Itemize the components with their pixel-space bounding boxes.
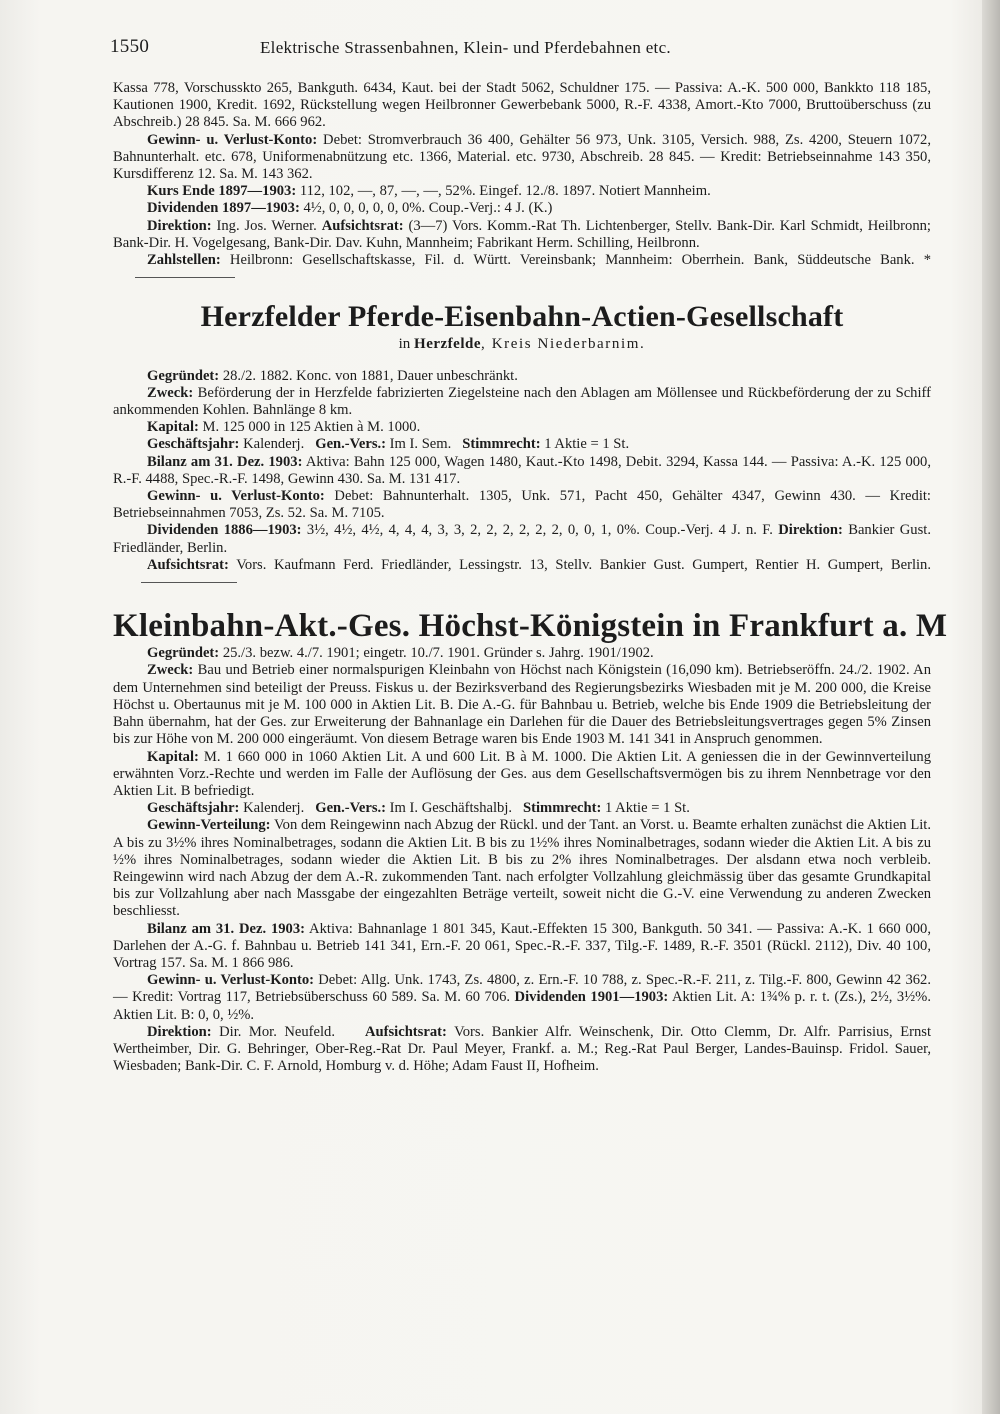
- page-header: [110, 36, 930, 64]
- fiscal-year-entry: Geschäftsjahr: Kalenderj. Gen.-Vers.: Im I. Geschäftshalbj. Stimmrecht: 1 Aktie = 1 St.: [147, 800, 690, 817]
- purpose-entry: Zweck: Bau und Betrieb einer normalspurigen Kleinbahn von Höchst nach Königstein (16,090 km). Betriebseröffn. 24./2. 1902. An dem Unternehmen sind beteiligt der Preuss. Fiskus u. der Bezirksverband des Regierungsbezirks Wiesbaden mit je M. 200 000, die Kreise Höchst u. Obertaunus mit je M. 100 000 in Aktien Lit. B. Die A.-G. für Bahnbau u. Betrieb, welche bis Ende 1909 die Betriebsleitung der Bahn übernahm, hat der Ges. zur Erweiterung der Bahnanlage ein Darlehen für die Dauer des Betriebsleitungsvertrages gegen 5% Zinsen bis zur Höhe von M. 200 000 eingeräumt. Von diesem Betrage waren bis Ende 1903 M. 141 341 in Anspruch genommen.: [113, 662, 932, 748]
- company-heading: Herzfelder Pferde-Eisenbahn-Actien-Gesellschaft: [200, 300, 844, 334]
- founded-entry: Gegründet: 25./3. bezw. 4./7. 1901; eingetr. 10./7. 1901. Gründer s. Jahrg. 1901/1902.: [147, 645, 654, 662]
- balance-continuation: Kassa 778, Vorschusskto 265, Bankguth. 6434, Kaut. bei der Stadt 5062, Schuldner 175. — Passiva: A.-K. 500 000, Bankkto 118 185, Kautionen 1900, Kredit. 1692, Rückstellung wegen Heilbronner Gewerbebank 5000, R.-F. 4338, Amort.-Kto 7000, Bruttoüberschuss (zu Abschreib.) 28 845. Sa. M. 666 962.: [113, 80, 931, 131]
- profit-loss-entry: Gewinn- u. Verlust-Konto: Debet: Stromverbrauch 36 400, Gehälter 56 973, Unk. 3105, Versich. 988, Zs. 4200, Steuern 1072, Bahnunterhalt. etc. 678, Uniformenabnützung etc. 1366, Material. etc. 9730, Abschreib. 28 845. — Kredit: Betriebseinnahme 143 350, Kursdifferenz 12. Sa. M. 143 362.: [113, 131, 931, 183]
- balance-entry: Bilanz am 31. Dez. 1903: Aktiva: Bahnanlage 1 801 345, Kaut.-Effekten 15 300, Bankguth. 50 341. — Passiva: A.-K. 1 660 000, Darlehen der A.-G. f. Bahnbau u. Betrieb 141 341, Ern.-F. 20 061, Spec.-R.-F. 337, Tilg.-F. 1489, R.-F. 3501 (Rückl. 2112), Div. 40 100, Vortrag 157. Sa. M. 1 866 986.: [113, 920, 932, 971]
- capital-entry: Kapital: M. 1 660 000 in 1060 Aktien Lit. A und 600 Lit. B à M. 1000. Die Aktien Lit. A geniessen die in der Gewinnverteilung erwähnten Vorz.-Rechte und werden im Falle der Auflösung der Ges. aus dem Gesellschaftsvermögen bis zu ihrem Nennbetrage vor den Aktien Lit. B befriedigt.: [113, 748, 931, 799]
- company-heading: Kleinbahn-Akt.-Ges. Höchst-Königstein in Frankfurt a. M: [113, 608, 948, 645]
- dividend-entry: Dividenden 1897—1903: 4½, 0, 0, 0, 0, 0, 0%. Coup.-Verj.: 4 J. (K.): [147, 200, 553, 217]
- profit-loss-entry: Gewinn- u. Verlust-Konto: Debet: Allg. Unk. 1743, Zs. 4800, z. Ern.-F. 10 788, z. Spec.-R.-F. 211, z. Tilg.-F. 800, Gewinn 42 362. — Kredit: Vortrag 117, Betriebsüberschuss 60 589. Sa. M. 60 706. Dividenden 1901—1903: Aktien Lit. A: 1¾% p. r. t. (Zs.), 2½, 3½%. Aktien Lit. B: 0, 0, ½%.: [113, 972, 931, 1023]
- paying-agents-entry: Zahlstellen: Heilbronn: Gesellschaftskasse, Fil. d. Württ. Vereinsbank; Mannheim: Oberrhein. Bank, Süddeutsche Bank. *: [113, 252, 931, 286]
- section-divider: [135, 277, 235, 278]
- section-divider: [141, 582, 237, 583]
- capital-entry: Kapital: M. 125 000 in 125 Aktien à M. 1000.: [147, 419, 421, 436]
- purpose-entry: Zweck: Beförderung der in Herzfelde fabrizierten Ziegelsteine nach den Ablagen am Möllensee und Rückbeförderung der zu Schiff ankommenden Kohlen. Bahnlänge 8 km.: [113, 384, 931, 419]
- price-entry: Kurs Ende 1897—1903: 112, 102, —, 87, —, —, 52%. Eingef. 12./8. 1897. Notiert Mannheim.: [147, 183, 711, 200]
- profit-loss-entry: Gewinn- u. Verlust-Konto: Debet: Bahnunterhalt. 1305, Unk. 571, Pacht 450, Gehälter 4347, Gewinn 430. — Kredit: Betriebseinnahmen 7053, Zs. 52. Sa. M. 7105.: [113, 488, 931, 522]
- founded-entry: Gegründet: 28./2. 1882. Konc. von 1881, Dauer unbeschränkt.: [147, 367, 518, 384]
- board-entry: Direktion: Ing. Jos. Werner. Aufsichtsrat: (3—7) Vors. Komm.-Rat Th. Lichtenberger, Stellv. Bank-Dir. Karl Schmidt, Heilbronn; Bank-Dir. H. Vogelgesang, Bank-Dir. Dav. Kuhn, Mannheim; Fabrikant Herm. Schilling, Heilbronn.: [113, 217, 931, 251]
- page-edge: [982, 0, 1000, 1414]
- supervisory-board-entry: Aufsichtsrat: Vors. Kaufmann Ferd. Friedländer, Lessingstr. 13, Stellv. Bankier Gust. Gumpert, Rentier H. Gumpert, Berlin.: [113, 557, 931, 591]
- fiscal-year-entry: Geschäftsjahr: Kalenderj. Gen.-Vers.: Im I. Sem. Stimmrecht: 1 Aktie = 1 St.: [147, 436, 630, 453]
- dividend-entry: Dividenden 1886—1903: 3½, 4½, 4½, 4, 4, 4, 3, 3, 2, 2, 2, 2, 2, 2, 0, 0, 1, 0%. Coup.-Verj. 4 J. n. F. Direktion: Bankier Gust. Friedländer, Berlin.: [113, 522, 931, 556]
- board-entry: Direktion: Dir. Mor. Neufeld. Aufsichtsrat: Vors. Bankier Alfr. Weinschenk, Dir. Otto Clemm, Dr. Alfr. Parrisius, Ernst Wertheimber, Dir. G. Behringer, Ober-Reg.-Rat Dr. Paul Meyer, Frankf. a. M.; Reg.-Rat Paul Berger, Landes-Bauinsp. Fridol. Sauer, Wiesbaden; Bank-Dir. C. F. Arnold, Homburg v. d. Höhe; Adam Faust II, Hofheim.: [113, 1023, 931, 1075]
- page-body: [113, 80, 948, 1075]
- running-title: Elektrische Strassenbahnen, Klein- und Pferdebahnen etc.: [260, 38, 671, 57]
- balance-entry: Bilanz am 31. Dez. 1903: Aktiva: Bahn 125 000, Wagen 1480, Kaut.-Kto 1498, Debit. 3294, Kassa 144. — Passiva: A.-K. 125 000, R.-F. 4488, Spec.-R.-F. 1498, Gewinn 430. Sa. M. 131 417.: [113, 453, 932, 487]
- page-number: 1550: [110, 36, 150, 57]
- company-location: in Herzfelde, Kreis Niederbarnim.: [398, 336, 646, 353]
- profit-distribution-entry: Gewinn-Verteilung: Von dem Reingewinn nach Abzug der Rückl. und der Tant. an Vorst. u. Beamte erhalten zunächst die Aktien Lit. A bis zu 3½% ihres Nominalbetrages, sodann die Aktien Lit. B bis zu 1½% ihres Nominalbetrages, sodann wieder die Aktien Lit. A bis zu ½% ihres Nominalbetrages, sodann wieder die Aktien Lit. B bis zu 2% ihres Nominalbetrages. Der alsdann etwa noch verbleib. Reingewinn wird nach Abzug der dem A.-R. zukommenden Tant. nach erfolgter Vollzahlung gleichmässig über das gesamte Grundkapital bis zur Vollzahlung aber nach Massgabe der eingezahlten Beträge verteilt, soweit nicht die G.-V. eine Verwendung zu anderen Zwecken beschliesst.: [113, 817, 931, 920]
